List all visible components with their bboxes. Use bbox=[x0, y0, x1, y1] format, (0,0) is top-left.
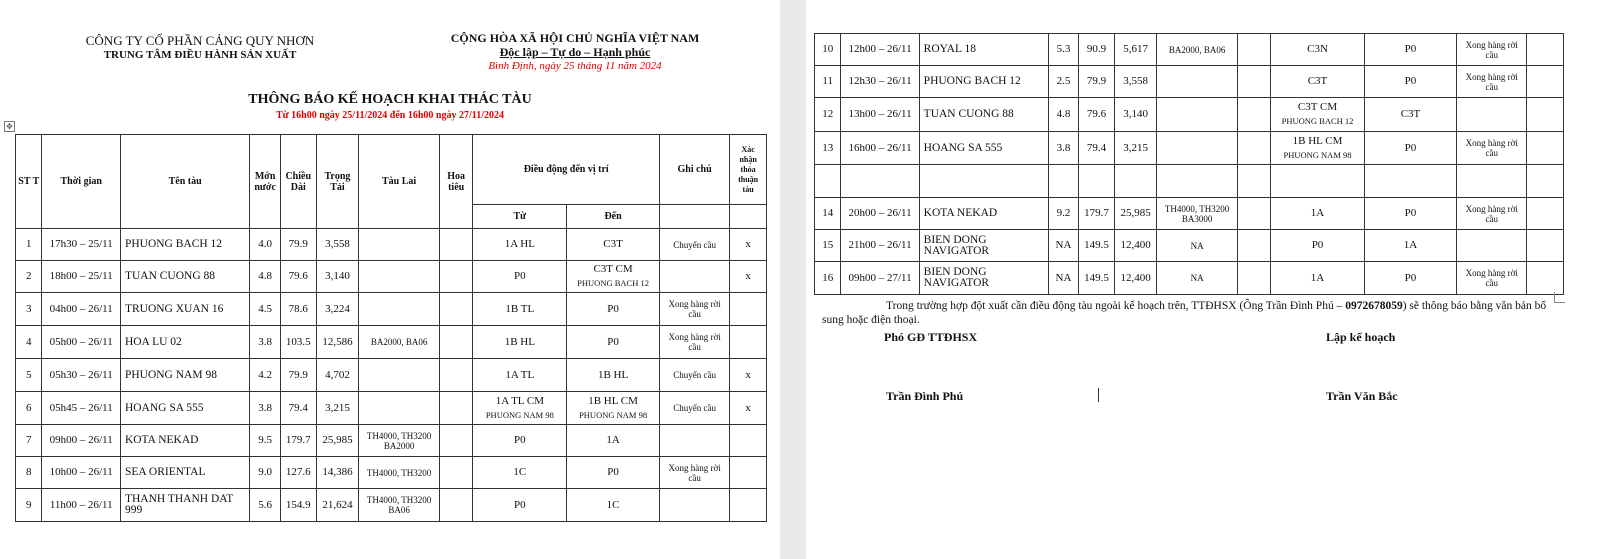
ship-plan-rows bbox=[16, 229, 767, 522]
right-signer-name: Trần Văn Bắc bbox=[1326, 389, 1398, 403]
cell-stt bbox=[815, 165, 841, 198]
cell-pilot bbox=[439, 326, 473, 359]
col-header-move: Điều động đến vị trí bbox=[473, 135, 659, 205]
cell-time: 13h00 – 26/11 bbox=[841, 98, 919, 132]
cell-draft: 4.0 bbox=[250, 229, 281, 261]
col-header-to: Đến bbox=[567, 205, 660, 229]
cell-draft: 3.8 bbox=[250, 392, 281, 425]
national-header bbox=[420, 31, 730, 73]
cell-draft: 4.2 bbox=[250, 359, 281, 392]
cell-ship: ROYAL 18 bbox=[919, 34, 1048, 66]
cell-stt: 2 bbox=[16, 261, 42, 293]
cell-from bbox=[1271, 66, 1364, 98]
cell-pilot bbox=[439, 261, 473, 293]
cell-length bbox=[1079, 165, 1115, 198]
left-signer-name: Trần Đình Phú bbox=[886, 389, 964, 403]
cell-stt: 5 bbox=[16, 359, 42, 392]
table-row bbox=[16, 489, 767, 522]
from-main: P0 bbox=[1311, 239, 1324, 251]
cell-length: 149.5 bbox=[1079, 262, 1115, 295]
cell-time bbox=[841, 165, 919, 198]
cell-to bbox=[1364, 132, 1456, 165]
cell-time: 05h00 – 26/11 bbox=[42, 326, 120, 359]
from-main: 1A TL bbox=[505, 368, 535, 381]
cell-from bbox=[473, 457, 567, 489]
cell-to bbox=[567, 457, 660, 489]
cell-to bbox=[567, 261, 660, 293]
cell-length: 79.4 bbox=[280, 392, 316, 425]
cell-note: Xong hàng rời cầu bbox=[1457, 132, 1527, 165]
cell-time: 12h00 – 26/11 bbox=[841, 34, 919, 66]
cell-length: 79.6 bbox=[280, 261, 316, 293]
cell-from bbox=[1271, 165, 1364, 198]
cell-ship bbox=[919, 165, 1048, 198]
cell-to bbox=[1364, 66, 1456, 98]
cell-to bbox=[1364, 34, 1456, 66]
cell-confirm bbox=[1527, 165, 1564, 198]
cell-stt: 9 bbox=[16, 489, 42, 522]
col-header-time: Thời gian bbox=[42, 135, 120, 229]
from-main: P0 bbox=[514, 498, 526, 511]
col-header-stt: ST T bbox=[16, 135, 42, 229]
cell-pilot bbox=[1237, 198, 1271, 230]
table-row bbox=[16, 457, 767, 489]
cell-confirm bbox=[1527, 66, 1564, 98]
cell-to bbox=[567, 392, 660, 425]
cell-dwt: 25,985 bbox=[316, 425, 359, 457]
cell-tug bbox=[1157, 165, 1237, 198]
col-header-note: Ghi chú bbox=[659, 135, 729, 205]
document-title: THÔNG BÁO KẾ HOẠCH KHAI THÁC TÀU bbox=[248, 92, 532, 107]
col-header-tug: Tàu Lai bbox=[359, 135, 439, 229]
unit-name: TRUNG TÂM ĐIỀU HÀNH SẢN XUẤT bbox=[103, 49, 297, 61]
table-row bbox=[815, 132, 1564, 165]
table-row bbox=[815, 98, 1564, 132]
cell-from bbox=[1271, 34, 1364, 66]
cell-to bbox=[567, 293, 660, 326]
cell-from bbox=[473, 293, 567, 326]
cell-note bbox=[1457, 165, 1527, 198]
cell-tug: TH4000, TH3200 BA2000 bbox=[359, 425, 439, 457]
cell-to bbox=[1364, 165, 1456, 198]
table-row bbox=[16, 359, 767, 392]
cell-ship: TUAN CUONG 88 bbox=[919, 98, 1048, 132]
table-row bbox=[815, 165, 1564, 198]
cell-stt: 14 bbox=[815, 198, 841, 230]
cell-tug: TH4000, TH3200 BA3000 bbox=[1157, 198, 1237, 230]
cell-note bbox=[1457, 230, 1527, 262]
document-page-1 bbox=[0, 0, 780, 559]
to-main: 1A bbox=[606, 434, 620, 446]
cell-time: 16h00 – 26/11 bbox=[841, 132, 919, 165]
table-row bbox=[16, 229, 767, 261]
to-main: P0 bbox=[1404, 75, 1417, 87]
table-row bbox=[16, 425, 767, 457]
cell-length: 90.9 bbox=[1079, 34, 1115, 66]
cell-ship: HOANG SA 555 bbox=[120, 392, 249, 425]
cell-length: 79.4 bbox=[1079, 132, 1115, 165]
cell-ship: PHUONG BACH 12 bbox=[919, 66, 1048, 98]
cell-draft: 3.8 bbox=[1048, 132, 1078, 165]
to-main: P0 bbox=[1404, 141, 1417, 154]
from-main: 1B TL bbox=[505, 302, 535, 315]
cell-ship: KOTA NEKAD bbox=[919, 198, 1048, 230]
cell-ship: BIEN DONG NAVIGATOR bbox=[919, 262, 1048, 295]
cell-dwt: 12,400 bbox=[1114, 230, 1157, 262]
cell-time: 18h00 – 25/11 bbox=[42, 261, 120, 293]
cell-from bbox=[473, 229, 567, 261]
cell-draft: 4.8 bbox=[1048, 98, 1078, 132]
cell-confirm bbox=[1527, 98, 1564, 132]
from-main: 1A bbox=[1310, 207, 1325, 219]
cell-confirm bbox=[1527, 198, 1564, 230]
col-header-from: Từ bbox=[473, 205, 567, 229]
cell-stt: 1 bbox=[16, 229, 42, 261]
cell-to bbox=[1364, 198, 1456, 230]
cell-tug bbox=[1157, 132, 1237, 165]
cell-dwt: 25,985 bbox=[1114, 198, 1157, 230]
cell-pilot bbox=[439, 489, 473, 522]
cell-draft: 4.8 bbox=[250, 261, 281, 293]
cell-note bbox=[659, 261, 729, 293]
cell-dwt: 3,558 bbox=[1114, 66, 1157, 98]
cell-tug: TH4000, TH3200 BA06 bbox=[359, 489, 439, 522]
cell-confirm: x bbox=[730, 359, 767, 392]
cell-dwt: 3,140 bbox=[1114, 98, 1157, 132]
to-main: C3T bbox=[603, 238, 623, 250]
from-sub: PHUONG BACH 12 bbox=[1281, 116, 1354, 126]
cell-pilot bbox=[1237, 230, 1271, 262]
cell-stt: 13 bbox=[815, 132, 841, 165]
cell-time: 09h00 – 26/11 bbox=[42, 425, 120, 457]
col-header-note-sub bbox=[659, 205, 729, 229]
cell-pilot bbox=[1237, 66, 1271, 98]
cell-ship: THANH THANH DAT 999 bbox=[120, 489, 249, 522]
cell-from bbox=[1271, 198, 1364, 230]
cell-time: 11h00 – 26/11 bbox=[42, 489, 120, 522]
to-main: 1A bbox=[1403, 239, 1418, 251]
cell-dwt: 3,224 bbox=[316, 293, 359, 326]
cell-to bbox=[567, 359, 660, 392]
cell-length: 78.6 bbox=[280, 293, 316, 326]
cell-stt: 8 bbox=[16, 457, 42, 489]
from-main: 1A TL CM bbox=[495, 394, 544, 407]
cell-from bbox=[1271, 132, 1364, 165]
cell-length: 79.6 bbox=[1079, 98, 1115, 132]
footer-note-b: ) sẽ thông báo bằng văn bản bổ sung hoặc điện thoại. bbox=[822, 300, 1547, 326]
cell-ship: BIEN DONG NAVIGATOR bbox=[919, 230, 1048, 262]
cell-ship: KOTA NEKAD bbox=[120, 425, 249, 457]
to-sub: PHUONG NAM 98 bbox=[579, 409, 648, 420]
table-row bbox=[815, 230, 1564, 262]
company-name: CÔNG TY CỔ PHẦN CẢNG QUY NHƠN bbox=[85, 33, 315, 48]
cell-note: Xong hàng rời cầu bbox=[1457, 262, 1527, 295]
cell-tug bbox=[1157, 98, 1237, 132]
cell-draft: 9.0 bbox=[250, 457, 281, 489]
cell-draft bbox=[1048, 165, 1078, 198]
from-main: P0 bbox=[514, 270, 526, 282]
cell-time: 09h00 – 27/11 bbox=[841, 262, 919, 295]
cell-confirm bbox=[1527, 262, 1564, 295]
document-period: Từ 16h00 ngày 25/11/2024 đến 16h00 ngày 27/11/2024 bbox=[276, 110, 504, 121]
cell-tug bbox=[359, 229, 439, 261]
cell-note: Xong hàng rời cầu bbox=[1457, 198, 1527, 230]
ship-plan-table bbox=[15, 134, 767, 522]
cell-dwt: 12,400 bbox=[1114, 262, 1157, 295]
cell-confirm: x bbox=[730, 229, 767, 261]
cell-pilot bbox=[1237, 98, 1271, 132]
ship-plan-table-continued bbox=[814, 33, 1564, 295]
table-row bbox=[815, 66, 1564, 98]
cell-pilot bbox=[1237, 34, 1271, 66]
cell-draft: 9.5 bbox=[250, 425, 281, 457]
to-main: P0 bbox=[1404, 207, 1417, 219]
cell-confirm bbox=[1527, 230, 1564, 262]
cell-draft: 3.8 bbox=[250, 326, 281, 359]
cell-note bbox=[1457, 98, 1527, 132]
cell-length: 154.9 bbox=[280, 489, 316, 522]
cell-time: 20h00 – 26/11 bbox=[841, 198, 919, 230]
table-row bbox=[16, 392, 767, 425]
cell-pilot bbox=[1237, 262, 1271, 295]
from-main: C3N bbox=[1307, 43, 1328, 55]
to-main: P0 bbox=[1404, 271, 1417, 284]
cell-pilot bbox=[439, 229, 473, 261]
col-header-ship: Tên tàu bbox=[120, 135, 249, 229]
table-row bbox=[16, 261, 767, 293]
cell-time: 21h00 – 26/11 bbox=[841, 230, 919, 262]
cell-tug bbox=[359, 392, 439, 425]
cell-ship: HOA LU 02 bbox=[120, 326, 249, 359]
cell-to bbox=[1364, 230, 1456, 262]
cell-dwt: 3,215 bbox=[316, 392, 359, 425]
cell-pilot bbox=[439, 392, 473, 425]
cell-to bbox=[1364, 262, 1456, 295]
from-main: 1C bbox=[513, 466, 527, 478]
cell-from bbox=[473, 425, 567, 457]
from-main: C3T CM bbox=[1297, 101, 1338, 113]
cell-pilot bbox=[439, 425, 473, 457]
from-main: 1A HL bbox=[504, 238, 535, 250]
cell-length: 179.7 bbox=[1079, 198, 1115, 230]
cell-pilot bbox=[1237, 165, 1271, 198]
to-main: P0 bbox=[607, 466, 619, 478]
right-signer-role: Lập kế hoạch bbox=[1326, 330, 1396, 344]
date-line: Bình Định, ngày 25 tháng 11 năm 2024 bbox=[488, 60, 662, 72]
cell-to bbox=[567, 425, 660, 457]
cell-dwt: 5,617 bbox=[1114, 34, 1157, 66]
left-signer-role: Phó GĐ TTĐHSX bbox=[884, 330, 978, 344]
to-main: C3T CM bbox=[593, 263, 633, 275]
cell-time: 04h00 – 26/11 bbox=[42, 293, 120, 326]
from-main: C3T bbox=[1307, 75, 1328, 87]
cell-draft: NA bbox=[1048, 230, 1078, 262]
from-main: 1B HL bbox=[504, 335, 535, 348]
cell-dwt: 3,558 bbox=[316, 229, 359, 261]
cell-tug bbox=[1157, 66, 1237, 98]
cell-note bbox=[659, 425, 729, 457]
cell-tug: NA bbox=[1157, 230, 1237, 262]
cell-from bbox=[473, 261, 567, 293]
cell-time: 12h30 – 26/11 bbox=[841, 66, 919, 98]
cell-time: 05h30 – 26/11 bbox=[42, 359, 120, 392]
cell-stt: 12 bbox=[815, 98, 841, 132]
table-row bbox=[815, 198, 1564, 230]
document-page-2 bbox=[806, 0, 1600, 559]
cell-tug: TH4000, TH3200 bbox=[359, 457, 439, 489]
cell-from bbox=[1271, 98, 1364, 132]
cell-dwt: 21,624 bbox=[316, 489, 359, 522]
cell-stt: 3 bbox=[16, 293, 42, 326]
cell-note: Xong hàng rời cầu bbox=[1457, 34, 1527, 66]
cell-note: Xong hàng rời cầu bbox=[1457, 66, 1527, 98]
cell-stt: 11 bbox=[815, 66, 841, 98]
cell-draft: 5.3 bbox=[1048, 34, 1078, 66]
cell-note: Chuyển cầu bbox=[659, 392, 729, 425]
cell-pilot bbox=[439, 457, 473, 489]
cell-pilot bbox=[439, 359, 473, 392]
text-cursor bbox=[1098, 388, 1099, 402]
cell-note: Xong hàng rời cầu bbox=[659, 457, 729, 489]
cell-dwt bbox=[1114, 165, 1157, 198]
cell-ship: SEA ORIENTAL bbox=[120, 457, 249, 489]
cell-from bbox=[473, 359, 567, 392]
nation-motto: Độc lập – Tự do – Hạnh phúc bbox=[499, 45, 651, 59]
from-main: 1A bbox=[1310, 271, 1325, 284]
col-header-draft: Mớn nước bbox=[250, 135, 281, 229]
col-header-pilot: Hoa tiêu bbox=[439, 135, 473, 229]
cell-time: 05h45 – 26/11 bbox=[42, 392, 120, 425]
to-main: C3T bbox=[1400, 108, 1421, 120]
cell-stt: 16 bbox=[815, 262, 841, 295]
col-header-dwt: Trọng Tải bbox=[316, 135, 359, 229]
from-sub: PHUONG NAM 98 bbox=[1283, 149, 1352, 160]
cell-tug: BA2000, BA06 bbox=[359, 326, 439, 359]
cell-draft: 4.5 bbox=[250, 293, 281, 326]
cell-confirm bbox=[730, 326, 767, 359]
to-main: 1B HL bbox=[597, 368, 629, 381]
cell-stt: 4 bbox=[16, 326, 42, 359]
cell-tug bbox=[359, 359, 439, 392]
cell-from bbox=[473, 326, 567, 359]
table-move-handle-icon[interactable]: ✥ bbox=[4, 121, 15, 132]
to-sub: PHUONG BACH 12 bbox=[577, 278, 649, 288]
footer-note-a: Trong trường hợp đột xuất cần điều động tàu ngoài kế hoạch trên, TTĐHSX (Ông Trần Đình Phú – bbox=[886, 300, 1346, 312]
cell-note bbox=[659, 489, 729, 522]
cell-tug: NA bbox=[1157, 262, 1237, 295]
cell-length: 149.5 bbox=[1079, 230, 1115, 262]
cell-confirm bbox=[1527, 34, 1564, 66]
cell-from bbox=[473, 489, 567, 522]
company-header bbox=[40, 34, 360, 62]
cell-from bbox=[1271, 262, 1364, 295]
to-main: P0 bbox=[607, 335, 619, 348]
from-sub: PHUONG NAM 98 bbox=[485, 409, 554, 420]
cell-note: Chuyển cầu bbox=[659, 359, 729, 392]
cell-dwt: 3,215 bbox=[1114, 132, 1157, 165]
cell-draft: 2.5 bbox=[1048, 66, 1078, 98]
cell-length: 79.9 bbox=[280, 359, 316, 392]
cell-draft: NA bbox=[1048, 262, 1078, 295]
cell-pilot bbox=[439, 293, 473, 326]
cell-dwt: 12,586 bbox=[316, 326, 359, 359]
to-main: 1C bbox=[606, 498, 620, 511]
cell-confirm: x bbox=[730, 392, 767, 425]
cell-draft: 9.2 bbox=[1048, 198, 1078, 230]
cell-stt: 6 bbox=[16, 392, 42, 425]
table-row bbox=[16, 293, 767, 326]
cell-dwt: 4,702 bbox=[316, 359, 359, 392]
cell-ship: HOANG SA 555 bbox=[919, 132, 1048, 165]
to-main: P0 bbox=[1404, 43, 1417, 55]
cell-time: 17h30 – 25/11 bbox=[42, 229, 120, 261]
cell-ship: PHUONG BACH 12 bbox=[120, 229, 249, 261]
cell-length: 79.9 bbox=[280, 229, 316, 261]
cell-confirm bbox=[730, 489, 767, 522]
cell-from bbox=[473, 392, 567, 425]
cell-ship: PHUONG NAM 98 bbox=[120, 359, 249, 392]
cell-ship: TUAN CUONG 88 bbox=[120, 261, 249, 293]
from-main: P0 bbox=[514, 434, 526, 446]
cell-stt: 15 bbox=[815, 230, 841, 262]
to-main: P0 bbox=[607, 302, 619, 315]
cell-confirm bbox=[730, 293, 767, 326]
ship-plan-rows-continued bbox=[815, 34, 1564, 295]
footer-note bbox=[822, 299, 1562, 327]
col-header-confirm-sub bbox=[730, 205, 767, 229]
cell-to bbox=[567, 326, 660, 359]
cell-note: Xong hàng rời cầu bbox=[659, 326, 729, 359]
col-header-length: Chiều Dài bbox=[280, 135, 316, 229]
cell-dwt: 3,140 bbox=[316, 261, 359, 293]
cell-length: 79.9 bbox=[1079, 66, 1115, 98]
cell-pilot bbox=[1237, 132, 1271, 165]
cell-to bbox=[567, 489, 660, 522]
cell-length: 179.7 bbox=[280, 425, 316, 457]
cell-dwt: 14,386 bbox=[316, 457, 359, 489]
cell-confirm: x bbox=[730, 261, 767, 293]
cell-confirm bbox=[730, 425, 767, 457]
cell-tug bbox=[359, 261, 439, 293]
nation-title: CỘNG HÒA XÃ HỘI CHỦ NGHĨA VIỆT NAM bbox=[450, 31, 700, 45]
cell-to bbox=[567, 229, 660, 261]
cell-tug: BA2000, BA06 bbox=[1157, 34, 1237, 66]
cell-tug bbox=[359, 293, 439, 326]
table-row bbox=[16, 326, 767, 359]
cell-note: Chuyển cầu bbox=[659, 229, 729, 261]
col-header-confirm: Xác nhận thỏa thuận tàu bbox=[730, 135, 767, 205]
to-main: 1B HL CM bbox=[588, 394, 638, 407]
cell-confirm bbox=[1527, 132, 1564, 165]
cell-from bbox=[1271, 230, 1364, 262]
cell-length: 103.5 bbox=[280, 326, 316, 359]
cell-confirm bbox=[730, 457, 767, 489]
table-row bbox=[815, 262, 1564, 295]
cell-time: 10h00 – 26/11 bbox=[42, 457, 120, 489]
cell-draft: 5.6 bbox=[250, 489, 281, 522]
from-main: 1B HL CM bbox=[1292, 134, 1343, 147]
footer-phone: 0972678059 bbox=[1345, 300, 1403, 312]
table-row bbox=[815, 34, 1564, 66]
cell-to bbox=[1364, 98, 1456, 132]
cell-ship: TRUONG XUAN 16 bbox=[120, 293, 249, 326]
cell-stt: 10 bbox=[815, 34, 841, 66]
cell-note: Xong hàng rời cầu bbox=[659, 293, 729, 326]
cell-stt: 7 bbox=[16, 425, 42, 457]
cell-length: 127.6 bbox=[280, 457, 316, 489]
